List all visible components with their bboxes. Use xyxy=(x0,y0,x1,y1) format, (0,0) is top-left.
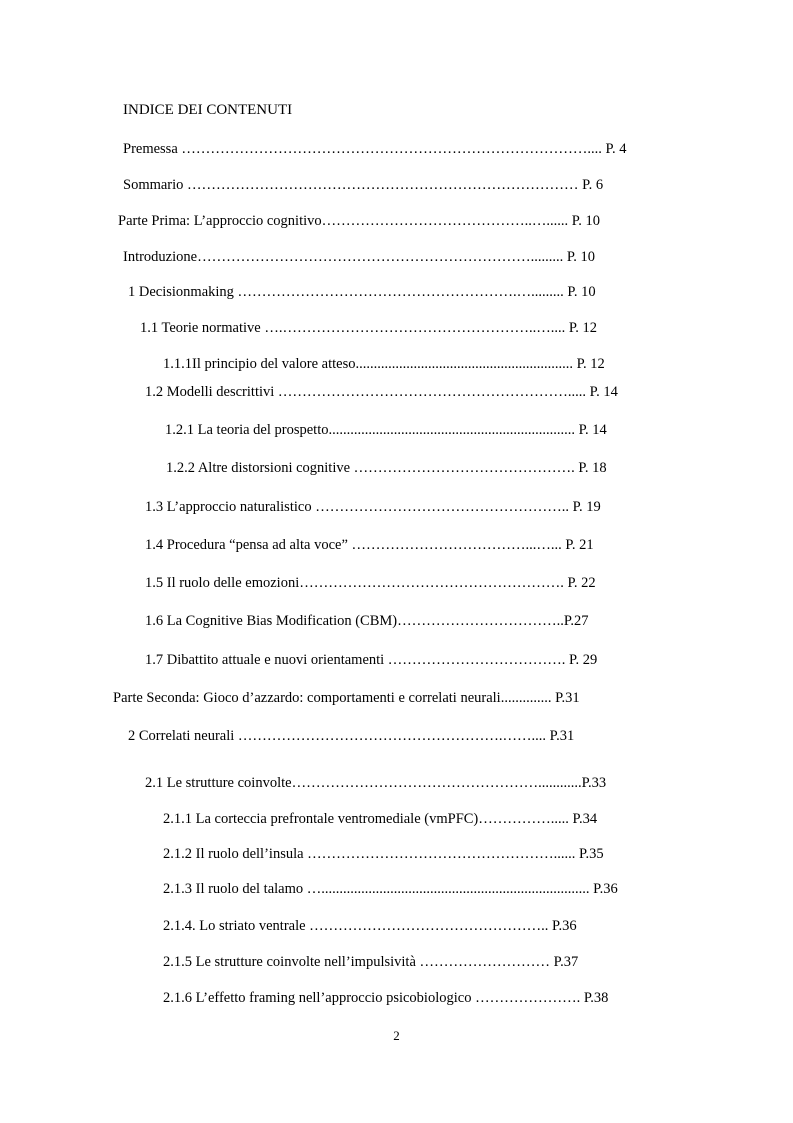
toc-entry-decisionmaking: 1 Decisionmaking ………………………………………………….…......... P. 10 xyxy=(128,284,596,300)
toc-entry-effetto-framing: 2.1.6 L’effetto framing nell’approccio psicobiologico …………………. P.38 xyxy=(163,990,609,1006)
toc-entry-ruolo-emozioni: 1.5 Il ruolo delle emozioni………………………………………………. P. 22 xyxy=(145,575,596,591)
toc-entry-correlati-neurali: 2 Correlati neurali ……………………………………………….…….... P.31 xyxy=(128,728,575,744)
toc-entry-modelli-descrittivi: 1.2 Modelli descrittivi ……………………………………………………..... P. 14 xyxy=(145,384,618,400)
toc-entry-sommario: Sommario ……………………………………………………………………… P. 6 xyxy=(123,177,604,193)
toc-entry-impulsivita: 2.1.5 Le strutture coinvolte nell’impulsività ……………………… P.37 xyxy=(163,954,579,970)
toc-entry-vmpfc: 2.1.1 La corteccia prefrontale ventromediale (vmPFC)……………..... P.34 xyxy=(163,811,598,827)
toc-entry-dibattito-attuale: 1.7 Dibattito attuale e nuovi orientamenti ………………………………. P. 29 xyxy=(145,652,598,668)
toc-entry-parte-seconda: Parte Seconda: Gioco d’azzardo: comportamenti e correlati neurali.............. P.31 xyxy=(113,690,580,706)
toc-entry-parte-prima: Parte Prima: L’approccio cognitivo……………………………………..…...... P. 10 xyxy=(118,213,600,229)
toc-entry-introduzione: Introduzione……………………………………………………………......... P. 10 xyxy=(123,249,596,265)
toc-entry-pensa-alta-voce: 1.4 Procedura “pensa ad alta voce” ………………………………...…... P. 21 xyxy=(145,537,594,553)
toc-entry-valore-atteso: 1.1.1Il principio del valore atteso............................................................ P. 12 xyxy=(163,356,605,372)
toc-entry-premessa: Premessa ………………………………………………………………………….... P. 4 xyxy=(123,141,627,157)
page-number: 2 xyxy=(393,1028,400,1043)
toc-entry-cbm: 1.6 La Cognitive Bias Modification (CBM)……………………………..P.27 xyxy=(145,613,589,629)
toc-entry-talamo: 2.1.3 Il ruolo del talamo ….......................................................................... P.36 xyxy=(163,881,618,897)
toc-entry-insula: 2.1.2 Il ruolo dell’insula ……………………………………………...... P.35 xyxy=(163,846,604,862)
toc-entry-distorsioni-cognitive: 1.2.2 Altre distorsioni cognitive ………………………………………. P. 18 xyxy=(166,460,607,476)
toc-heading: INDICE DEI CONTENUTI xyxy=(123,102,293,118)
toc-entry-striato-ventrale: 2.1.4. Lo striato ventrale ………………………………………….. P.36 xyxy=(163,918,577,934)
toc-entry-approccio-naturalistico: 1.3 L’approccio naturalistico …………………………………………….. P. 19 xyxy=(145,499,601,515)
toc-entry-teoria-prospetto: 1.2.1 La teoria del prospetto.................................................................... P. 14 xyxy=(165,422,607,438)
toc-entry-teorie-normative: 1.1 Teorie normative ….……………………………………………..….... P. 12 xyxy=(140,320,598,336)
toc-entry-strutture-coinvolte: 2.1 Le strutture coinvolte……………………………………………............P.33 xyxy=(145,775,607,791)
